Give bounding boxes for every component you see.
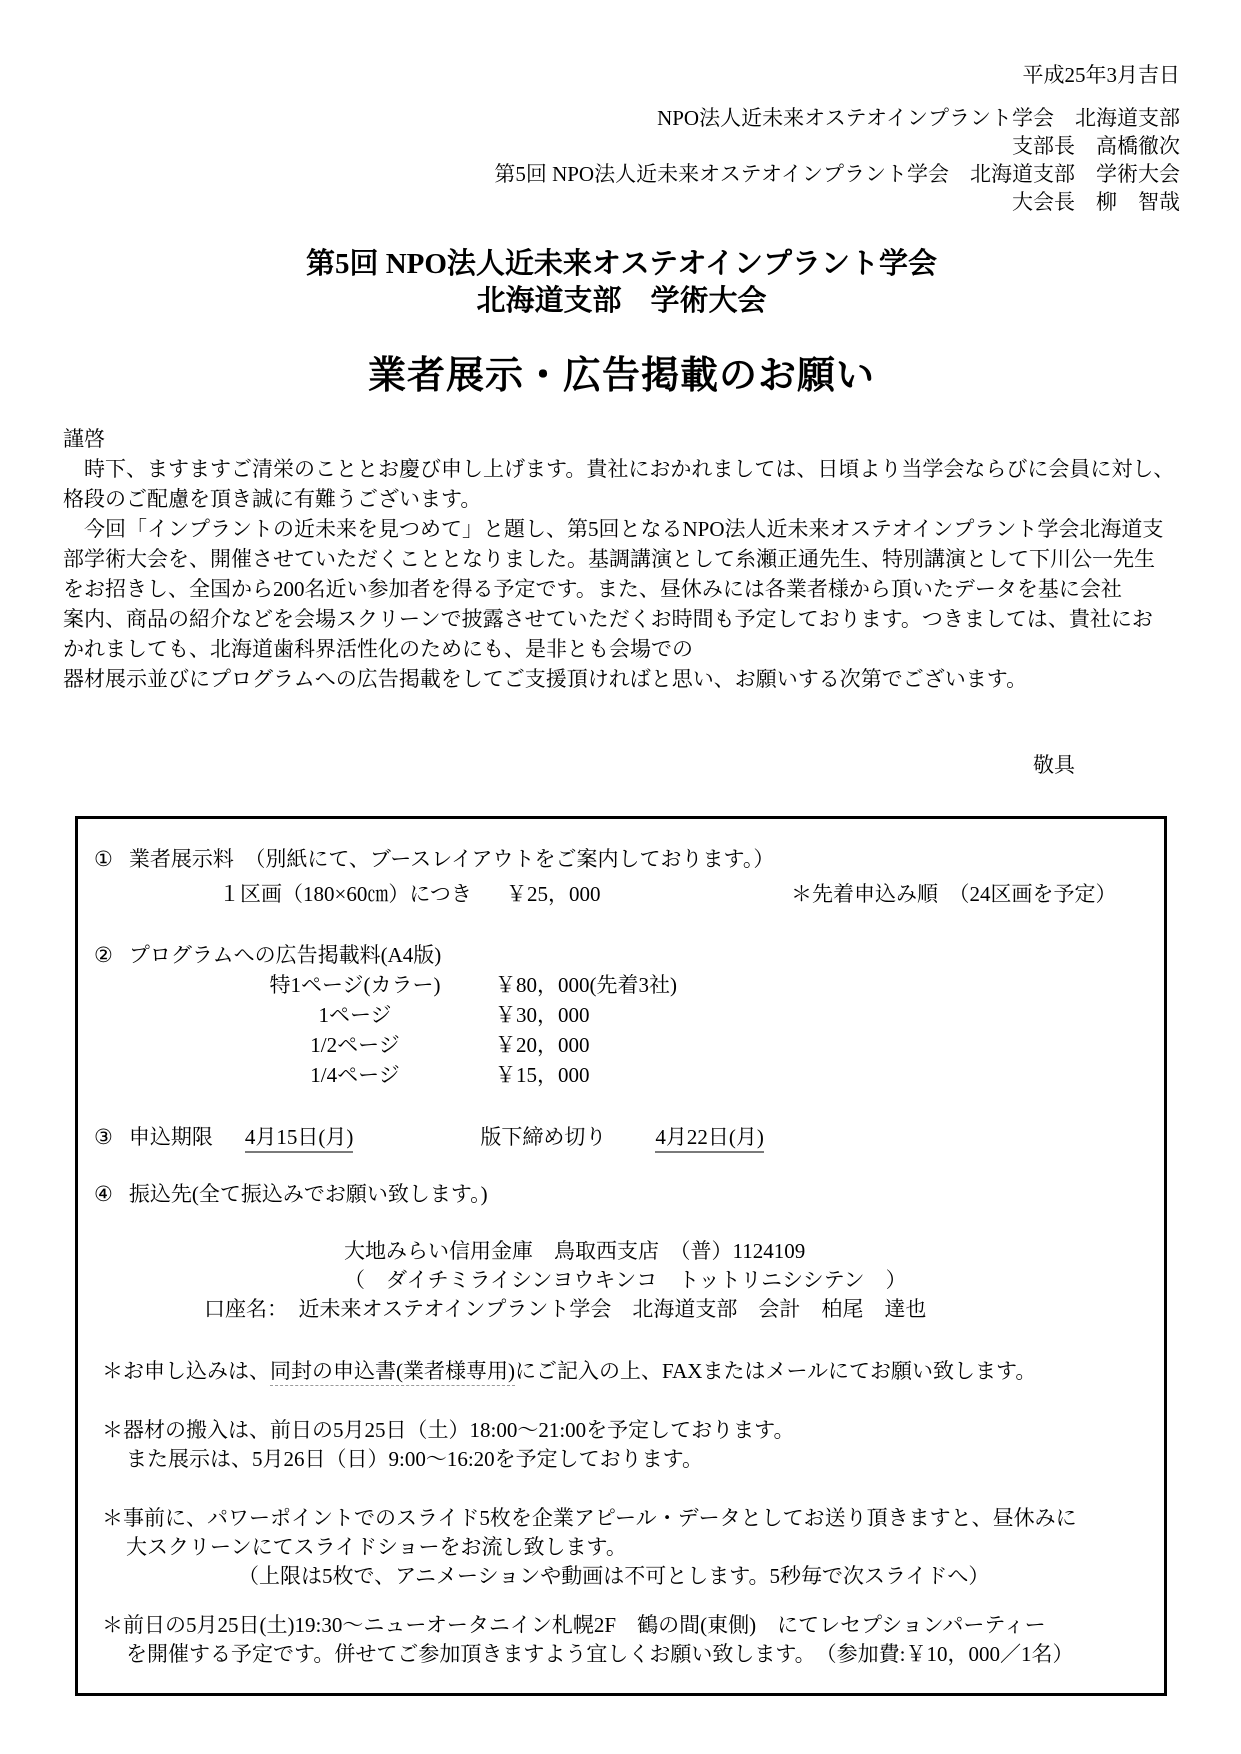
booth-price: ￥25，000 [506, 882, 601, 906]
ad-fee-row [245, 1061, 1146, 1090]
ad-page-price: ￥30，000 [495, 1003, 590, 1027]
paragraph2-line: 案内、商品の紹介などを会場スクリーンで披露させていただくお時間も予定しております。つきましては、貴社にお [63, 607, 1153, 631]
main-title-line1: 第5回 NPO法人近未来オステオインプラント学会 [305, 248, 938, 280]
date-line: 平成25年3月吉日 [1022, 63, 1180, 87]
note-equipment-line1: ＊器材の搬入は、前日の5月25日（土）18:00～21:00を予定しております。 [102, 1418, 795, 1442]
paragraph2-line: をお招きし、全国から200名近い参加者を得る予定です。また、昼休みには各業者様から頂いたデータを基に会社 [63, 577, 1122, 601]
sender-organization: NPO法人近未来オステオインプラント学会 北海道支部 [657, 106, 1180, 130]
paragraph1-line: 格段のご配慮を頂き誠に有難うございます。 [63, 487, 482, 511]
account-holder-line: 口座名： 近未来オステオインプラント学会 北海道支部 会計 柏尾 達也 [204, 1297, 927, 1321]
deadline-line [94, 1123, 1146, 1152]
paragraph2-line: 器材展示並びにプログラムへの広告掲載をしてご支援頂ければと思い、お願いする次第でございます。 [63, 667, 1028, 691]
note-application [102, 1357, 1146, 1386]
note-application-post: にご記入の上、FAXまたはメールにてお願い致します。 [515, 1359, 1037, 1383]
paragraph1-line: 時下、ますますご清栄のこととお慶び申し上げます。貴社におかれましては、日頃より当学会ならびに会員に対し、 [63, 457, 1175, 481]
salutation: 謹啓 [63, 427, 105, 451]
letter-body [63, 424, 1180, 694]
ad-page-type: 1ページ [318, 1003, 392, 1027]
note-slides-line1: ＊事前に、パワーポイントでのスライド5枚を企業アピール・データとしてお送り頂きますと、昼休みに [102, 1506, 1077, 1530]
info-box [75, 816, 1167, 1696]
exhibit-fee-heading [94, 845, 1146, 874]
sender-block [63, 104, 1180, 216]
note-slides-line3: （上限は5枚で、アニメーションや動画は不可とします。5秒毎で次スライドへ） [238, 1564, 990, 1588]
ad-page-type: 1/4ページ [310, 1063, 400, 1087]
application-deadline-date: 4月15日(月) [245, 1125, 354, 1153]
booth-note: ＊先着申込み順 （24区画を予定） [791, 882, 1117, 906]
item2-number: ② [94, 943, 113, 967]
ad-fee-row [245, 1031, 1146, 1060]
paragraph2-line: かれましても、北海道歯科界活性化のためにも、是非とも会場での [63, 637, 693, 661]
artwork-deadline-date: 4月22日(月) [655, 1125, 764, 1153]
paragraph2-line: 今回「インプラントの近未来を見つめて」と題し、第5回となるNPO法人近未来オステオインプラント学会北海道支 [63, 517, 1164, 541]
artwork-deadline-label: 版下締め切り [480, 1125, 607, 1149]
ad-page-price: ￥20，000 [495, 1033, 590, 1057]
booth-size: １区画（180×60㎝）につき [219, 882, 472, 906]
ad-page-type: 1/2ページ [310, 1033, 400, 1057]
item4-number: ④ [94, 1182, 113, 1206]
exhibit-fee-detail [219, 880, 1146, 909]
note-application-form: 同封の申込書(業者様専用) [270, 1359, 515, 1386]
ad-page-price: ￥80，000(先着3社) [495, 973, 677, 997]
ad-fee-row [245, 971, 1146, 1000]
bank-name-line: 大地みらい信用金庫 鳥取西支店 （普）1124109 [344, 1239, 806, 1263]
item4-title: 振込先(全て振込みでお願い致します。) [128, 1182, 488, 1206]
paragraph2-line: 部学術大会を、開催させていただくこととなりました。基調講演として糸瀬正通先生、特別講演として下川公一先生 [63, 547, 1155, 571]
ad-page-price: ￥15，000 [495, 1063, 590, 1087]
main-title-line2: 北海道支部 学術大会 [476, 285, 767, 317]
bank-kana-line: （ ダイチミライシンヨウキンコ トットリニシシテン ） [344, 1268, 907, 1292]
item1-number: ① [94, 847, 113, 871]
subject-title: 業者展示・広告掲載のお願い [367, 355, 875, 397]
ad-fee-heading [94, 941, 1146, 970]
note-party-line1: ＊前日の5月25日(土)19:30～ニューオータニイン札幌2F 鶴の間(東側) にてレセプションパーティー [102, 1613, 1046, 1637]
closing-word: 敬具 [1033, 753, 1075, 777]
sender-branch-chief: 支部長 高橋徹次 [1012, 134, 1180, 158]
note-slides-line2: 大スクリーンにてスライドショーをお流し致します。 [126, 1535, 627, 1559]
item2-title: プログラムへの広告掲載料(A4版) [128, 943, 442, 967]
item1-title: 業者展示料 （別紙にて、ブースレイアウトをご案内しております。） [128, 847, 775, 871]
ad-fee-row [245, 1001, 1146, 1030]
note-party-line2: を開催する予定です。併せてご参加頂きますよう宜しくお願い致します。 （参加費:￥10，000／1名） [126, 1642, 1074, 1666]
sender-conference: 第5回 NPO法人近未来オステオインプラント学会 北海道支部 学術大会 [494, 162, 1180, 186]
sender-conference-chair: 大会長 柳 智哉 [1012, 190, 1180, 214]
note-equipment-line2: また展示は、5月26日（日）9:00～16:20を予定しております。 [126, 1447, 703, 1471]
item3-number: ③ [94, 1125, 113, 1149]
note-application-pre: ＊お申し込みは、 [102, 1359, 270, 1383]
main-title [63, 246, 1180, 320]
application-deadline-label: 申込期限 [128, 1125, 213, 1149]
bank-transfer-heading [94, 1180, 1146, 1209]
ad-page-type: 特1ページ(カラー) [269, 973, 441, 997]
